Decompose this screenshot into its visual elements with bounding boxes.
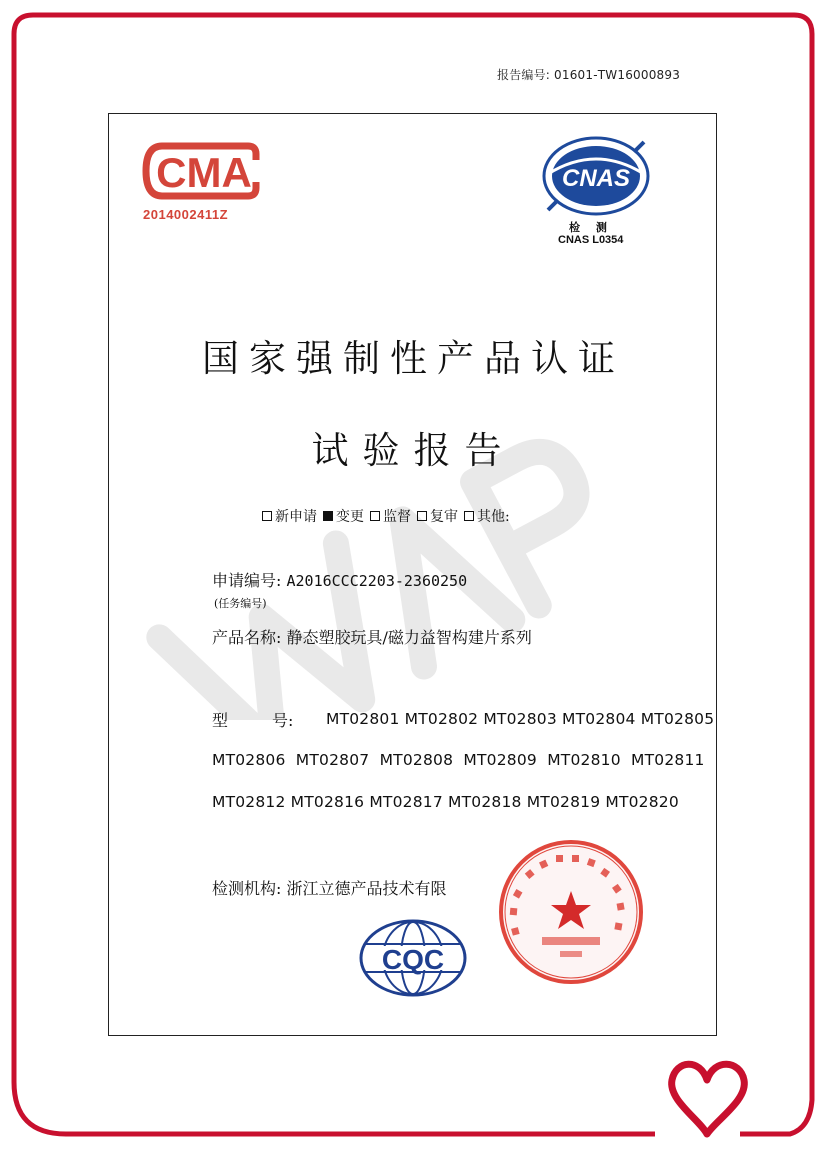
- option-supervision[interactable]: 监督: [370, 506, 411, 526]
- company-seal-stamp: [496, 837, 646, 987]
- model-line-3: MT02812 MT02816 MT02817 MT02818 MT02819 MT02820: [212, 793, 679, 811]
- lab-row: [212, 876, 447, 899]
- cma-code: 2014002411Z: [143, 207, 229, 222]
- option-review[interactable]: 复审: [417, 506, 458, 526]
- product-name-value: 静态塑胶玩具/磁力益智构建片系列: [286, 628, 532, 647]
- cnas-subtitle: 检 测: [569, 221, 613, 234]
- report-number: 报告编号: 01601-TW16000893: [497, 68, 681, 82]
- checkbox-change[interactable]: [323, 511, 333, 521]
- option-other[interactable]: 其他:: [464, 506, 510, 526]
- checkbox-other[interactable]: [464, 511, 474, 521]
- cnas-logo-text: CNAS: [561, 165, 631, 192]
- checkbox-new[interactable]: [262, 511, 272, 521]
- application-type-options: [262, 506, 510, 526]
- checkbox-review[interactable]: [417, 511, 427, 521]
- cma-logo: [142, 140, 260, 202]
- application-number-label: 申请编号:: [212, 571, 282, 590]
- heart-icon: [672, 1064, 745, 1134]
- product-name-row: [212, 625, 532, 648]
- cnas-logo: [540, 134, 652, 222]
- option-change[interactable]: 变更: [323, 506, 364, 526]
- application-number-row: [212, 568, 467, 591]
- lab-value: 浙江立德产品技术有限: [286, 879, 447, 898]
- cqc-logo: [358, 918, 468, 998]
- checkbox-supervision[interactable]: [370, 511, 380, 521]
- lab-label: 检测机构:: [212, 879, 282, 898]
- option-new[interactable]: 新申请: [262, 506, 317, 526]
- cma-logo-text: CMA: [156, 149, 252, 196]
- application-number-value: A2016CCC2203-2360250: [286, 572, 468, 590]
- task-number-label: (任务编号): [214, 597, 267, 610]
- cnas-code: CNAS L0354: [558, 234, 624, 246]
- model-line-1: MT02801 MT02802 MT02803 MT02804 MT02805: [326, 710, 715, 728]
- model-label: 型 号:: [212, 711, 294, 730]
- model-line-2: MT02806 MT02807 MT02808 MT02809 MT02810 MT02811: [212, 751, 705, 769]
- product-name-label: 产品名称:: [212, 628, 282, 647]
- cqc-logo-text: CQC: [381, 944, 445, 975]
- title-line-1: 国家强制性产品认证: [202, 337, 625, 380]
- title-line-2: 试验报告: [311, 429, 516, 472]
